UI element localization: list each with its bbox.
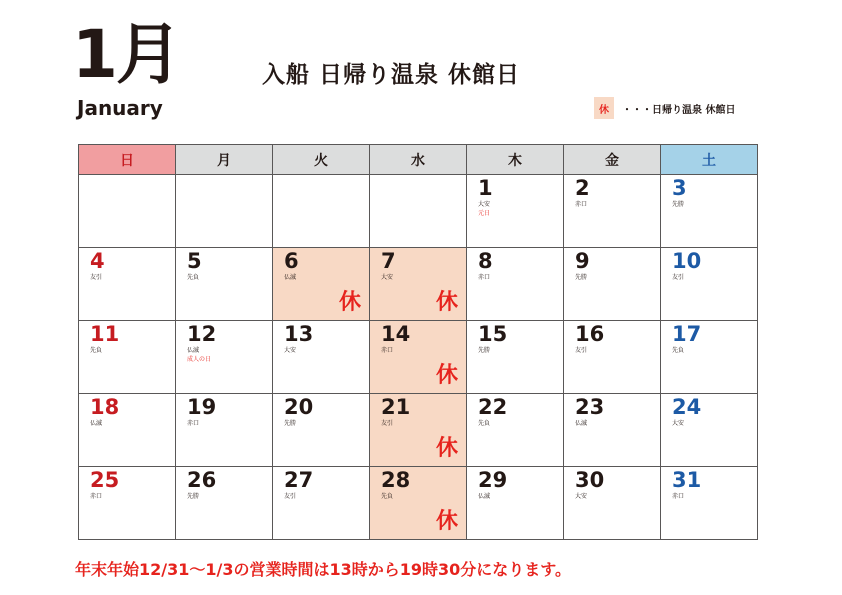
rokuyo-label: 大安 <box>381 274 394 281</box>
weekday-header-row <box>79 145 758 175</box>
day-cell <box>176 321 273 394</box>
month-number: 1月 <box>72 16 180 93</box>
day-cell <box>467 321 564 394</box>
weekday-header-mon: 月 <box>176 145 273 175</box>
business-hours-notice: 年末年始12/31〜1/3の営業時間は13時から19時30分になります。 <box>75 560 572 579</box>
day-cell <box>564 321 661 394</box>
day-number: 22 <box>478 395 508 419</box>
day-cell <box>370 321 467 394</box>
rokuyo-label: 先負 <box>672 347 685 354</box>
rokuyo-label: 赤口 <box>575 201 588 208</box>
rokuyo-label: 先負 <box>381 493 394 500</box>
rokuyo-label: 先勝 <box>672 201 685 208</box>
rokuyo-label: 赤口 <box>478 274 491 281</box>
day-number: 21 <box>381 395 411 419</box>
day-cell <box>176 248 273 321</box>
day-cell <box>467 394 564 467</box>
holiday-label: 元日 <box>478 210 491 217</box>
day-cell <box>273 321 370 394</box>
day-cell <box>661 394 758 467</box>
weekday-header-sun: 日 <box>79 145 176 175</box>
rokuyo-label: 大安 <box>672 420 685 427</box>
day-cell <box>661 175 758 248</box>
day-cell <box>661 321 758 394</box>
day-number: 8 <box>478 249 493 273</box>
rokuyo-label: 大安 <box>284 347 297 354</box>
day-number: 20 <box>284 395 314 419</box>
day-number: 15 <box>478 322 508 346</box>
rokuyo-label: 赤口 <box>187 420 200 427</box>
day-number: 3 <box>672 176 687 200</box>
day-cell <box>273 394 370 467</box>
rokuyo-label: 友引 <box>90 274 103 281</box>
day-number: 17 <box>672 322 702 346</box>
day-cell <box>79 467 176 540</box>
day-number: 12 <box>187 322 217 346</box>
calendar-grid <box>78 144 758 540</box>
legend-text: ・・・日帰り温泉 休館日 <box>622 104 736 116</box>
day-number: 28 <box>381 468 411 492</box>
week-row <box>79 321 758 394</box>
day-cell <box>176 394 273 467</box>
rokuyo-label: 友引 <box>575 347 588 354</box>
day-number: 1 <box>478 176 493 200</box>
day-cell <box>564 467 661 540</box>
rokuyo-label: 先勝 <box>575 274 588 281</box>
day-number: 7 <box>381 249 396 273</box>
day-cell <box>661 467 758 540</box>
weekday-header-fri: 金 <box>564 145 661 175</box>
day-cell <box>564 394 661 467</box>
weekday-header-sat: 土 <box>661 145 758 175</box>
rokuyo-label: 先勝 <box>284 420 297 427</box>
rokuyo-label: 赤口 <box>90 493 103 500</box>
day-number: 10 <box>672 249 702 273</box>
day-cell <box>467 467 564 540</box>
day-number: 11 <box>90 322 120 346</box>
week-row <box>79 394 758 467</box>
rokuyo-label: 仏滅 <box>575 420 588 427</box>
day-number: 6 <box>284 249 299 273</box>
day-cell <box>176 467 273 540</box>
day-number: 23 <box>575 395 605 419</box>
day-cell <box>370 175 467 248</box>
day-cell <box>467 248 564 321</box>
rokuyo-label: 先負 <box>90 347 103 354</box>
weekday-header-wed: 水 <box>370 145 467 175</box>
rokuyo-label: 仏滅 <box>284 274 297 281</box>
rokuyo-label: 仏滅 <box>187 347 200 354</box>
rokuyo-label: 大安 <box>575 493 588 500</box>
closed-day-mark: 休 <box>435 436 458 461</box>
closed-day-mark: 休 <box>435 509 458 534</box>
day-cell <box>79 394 176 467</box>
day-number: 27 <box>284 468 314 492</box>
day-number: 2 <box>575 176 590 200</box>
day-cell <box>273 175 370 248</box>
day-cell <box>370 467 467 540</box>
day-number: 18 <box>90 395 120 419</box>
day-cell <box>176 175 273 248</box>
day-number: 4 <box>90 249 105 273</box>
holiday-label: 成人の日 <box>187 356 212 363</box>
legend <box>594 97 735 119</box>
week-row <box>79 175 758 248</box>
rokuyo-label: 大安 <box>478 201 491 208</box>
rokuyo-label: 友引 <box>284 493 297 500</box>
rokuyo-label: 先負 <box>478 420 491 427</box>
rokuyo-label: 仏滅 <box>90 420 103 427</box>
day-number: 26 <box>187 468 217 492</box>
day-number: 13 <box>284 322 314 346</box>
day-number: 16 <box>575 322 605 346</box>
closed-day-mark: 休 <box>435 363 458 388</box>
day-cell <box>79 175 176 248</box>
day-cell <box>661 248 758 321</box>
week-row <box>79 248 758 321</box>
legend-closed-mark: 休 <box>594 97 614 119</box>
rokuyo-label: 先勝 <box>478 347 491 354</box>
page-title: 入船 日帰り温泉 休館日 <box>262 62 521 88</box>
rokuyo-label: 赤口 <box>672 493 685 500</box>
rokuyo-label: 友引 <box>672 274 685 281</box>
day-cell <box>564 175 661 248</box>
weekday-header-tue: 火 <box>273 145 370 175</box>
day-number: 24 <box>672 395 702 419</box>
rokuyo-label: 赤口 <box>381 347 394 354</box>
day-cell <box>370 248 467 321</box>
day-number: 14 <box>381 322 411 346</box>
rokuyo-label: 先負 <box>187 274 200 281</box>
day-number: 9 <box>575 249 590 273</box>
day-cell <box>564 248 661 321</box>
day-cell <box>79 248 176 321</box>
month-english: January <box>77 96 163 120</box>
day-number: 25 <box>90 468 120 492</box>
day-number: 31 <box>672 468 702 492</box>
day-number: 30 <box>575 468 605 492</box>
day-number: 19 <box>187 395 217 419</box>
rokuyo-label: 先勝 <box>187 493 200 500</box>
week-row <box>79 467 758 540</box>
closed-day-mark: 休 <box>338 290 361 315</box>
day-cell <box>370 394 467 467</box>
closed-day-mark: 休 <box>435 290 458 315</box>
day-number: 29 <box>478 468 508 492</box>
weekday-header-thu: 木 <box>467 145 564 175</box>
rokuyo-label: 仏滅 <box>478 493 491 500</box>
day-number: 5 <box>187 249 202 273</box>
day-cell <box>273 248 370 321</box>
day-cell <box>273 467 370 540</box>
rokuyo-label: 友引 <box>381 420 394 427</box>
day-cell <box>467 175 564 248</box>
day-cell <box>79 321 176 394</box>
